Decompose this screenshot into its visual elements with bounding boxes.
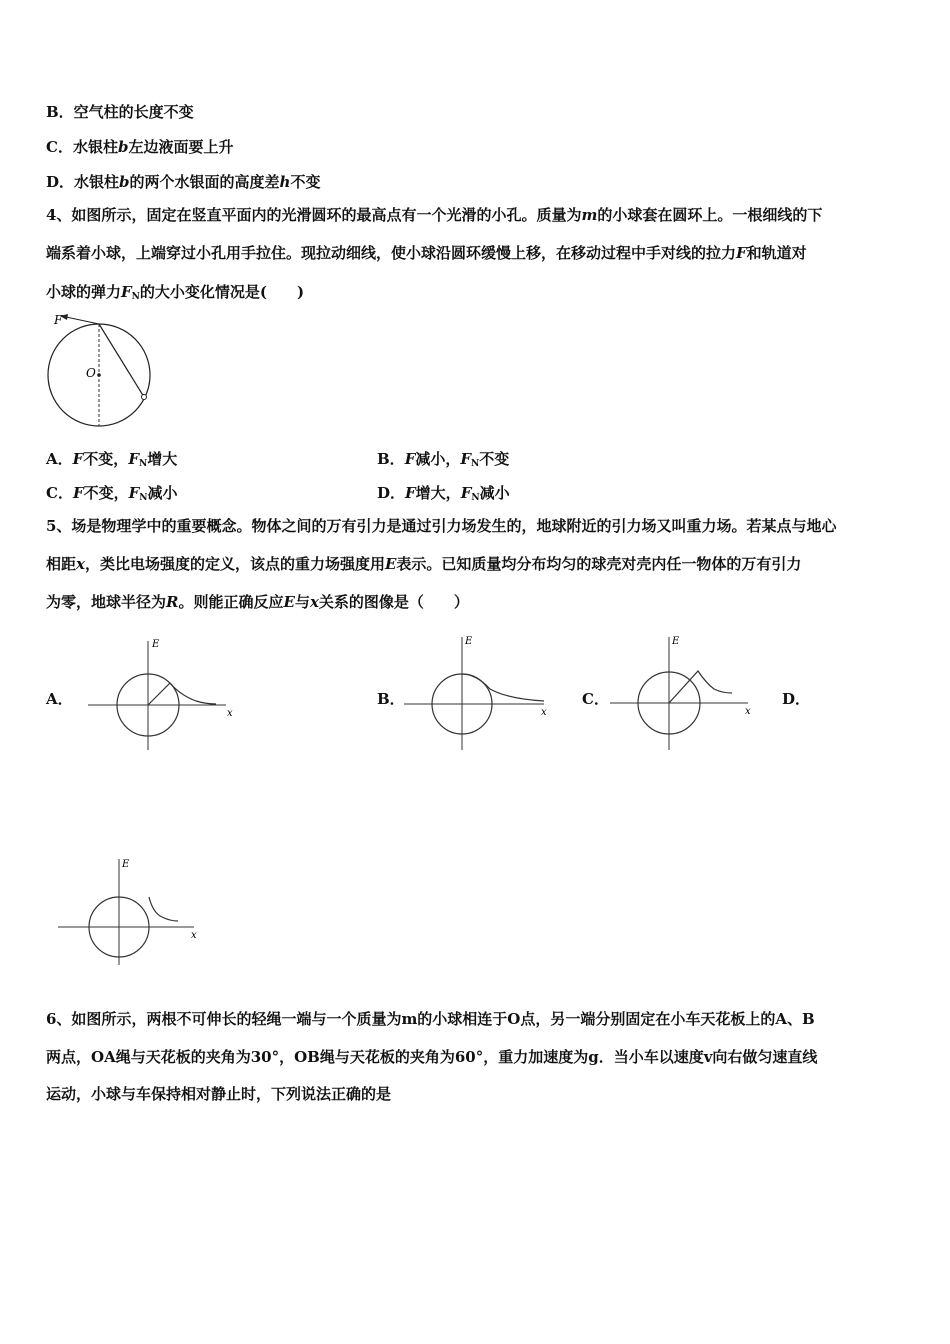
q6-stem-line2: 两点，OA绳与天花板的夹角为30°，OB绳与天花板的夹角为60°，重力加速度为g．当小车以速度v向右做匀速直线 [46, 1048, 818, 1066]
q5-stem-line2: 相距x，类比电场强度的定义，该点的重力场强度用E表示。已知质量均分布均匀的球壳对壳内任一物体的万有引力 [46, 555, 802, 573]
axis-x-label: x [227, 708, 233, 719]
q5-option-a-label: A． [46, 690, 73, 708]
label-o: O [86, 366, 96, 380]
q4-option-a: A．F不变，$F_N$增大 [46, 450, 178, 469]
q3-option-c: C．水银柱b左边液面要上升 [46, 138, 234, 156]
svg-text:E: E [465, 636, 473, 647]
q3-option-b: B．空气柱的长度不变 [46, 103, 194, 121]
force-arrow [66, 317, 99, 324]
svg-text:E: E [672, 636, 680, 647]
svg-text:E: E [122, 859, 130, 870]
q6-stem-line3: 运动，小球与车保持相对静止时，下列说法正确的是 [46, 1085, 392, 1103]
q4-option-b: B．F减小，$F_N$不变 [377, 450, 510, 469]
q5-option-d-label: D． [782, 690, 811, 708]
q4-stem-line2: 端系着小球，上端穿过小孔用手拉住。现拉动细线，使小球沿圆环缓慢上移，在移动过程中手对线的拉力F和轨道对 [46, 244, 807, 262]
q5-option-b-label: B． [377, 690, 405, 708]
q4-stem-line1: 4、如图所示，固定在竖直平面内的光滑圆环的最高点有一个光滑的小孔。质量为m的小球套在圆环上。一根细线的下 [46, 206, 823, 224]
q5-stem-line1: 5、场是物理学中的重要概念。物体之间的万有引力是通过引力场发生的，地球附近的引力场又叫重力场。若某点与地心 [46, 517, 837, 535]
string-line [99, 324, 144, 397]
q5-option-c-label: C． [582, 690, 609, 708]
q4-ring-figure [44, 308, 156, 432]
q5-graph-b [404, 633, 556, 755]
center-dot [97, 373, 101, 377]
q5-graph-c [610, 633, 758, 755]
q5-graph-d [58, 855, 208, 967]
q4-stem-line3: 小球的弹力$F_N$的大小变化情况是( ) [46, 283, 305, 302]
svg-text:x: x [541, 707, 547, 718]
q3-option-d: D．水银柱b的两个水银面的高度差h不变 [46, 173, 321, 191]
ball [142, 395, 147, 400]
q6-stem-line1: 6、如图所示，两根不可伸长的轻绳一端与一个质量为m的小球相连于O点，另一端分别固定在小车天花板上的A、B [46, 1010, 815, 1028]
axis-e-label: E [152, 639, 160, 650]
label-f: F [54, 313, 63, 327]
q5-graph-a [88, 633, 238, 755]
q4-option-d: D．F增大，$F_N$减小 [377, 484, 510, 503]
q5-stem-line3: 为零，地球半径为R。则能正确反应E与x关系的图像是（ ） [46, 593, 469, 611]
svg-text:x: x [191, 930, 197, 941]
svg-text:x: x [745, 706, 751, 717]
q4-option-c: C．F不变，$F_N$减小 [46, 484, 178, 503]
